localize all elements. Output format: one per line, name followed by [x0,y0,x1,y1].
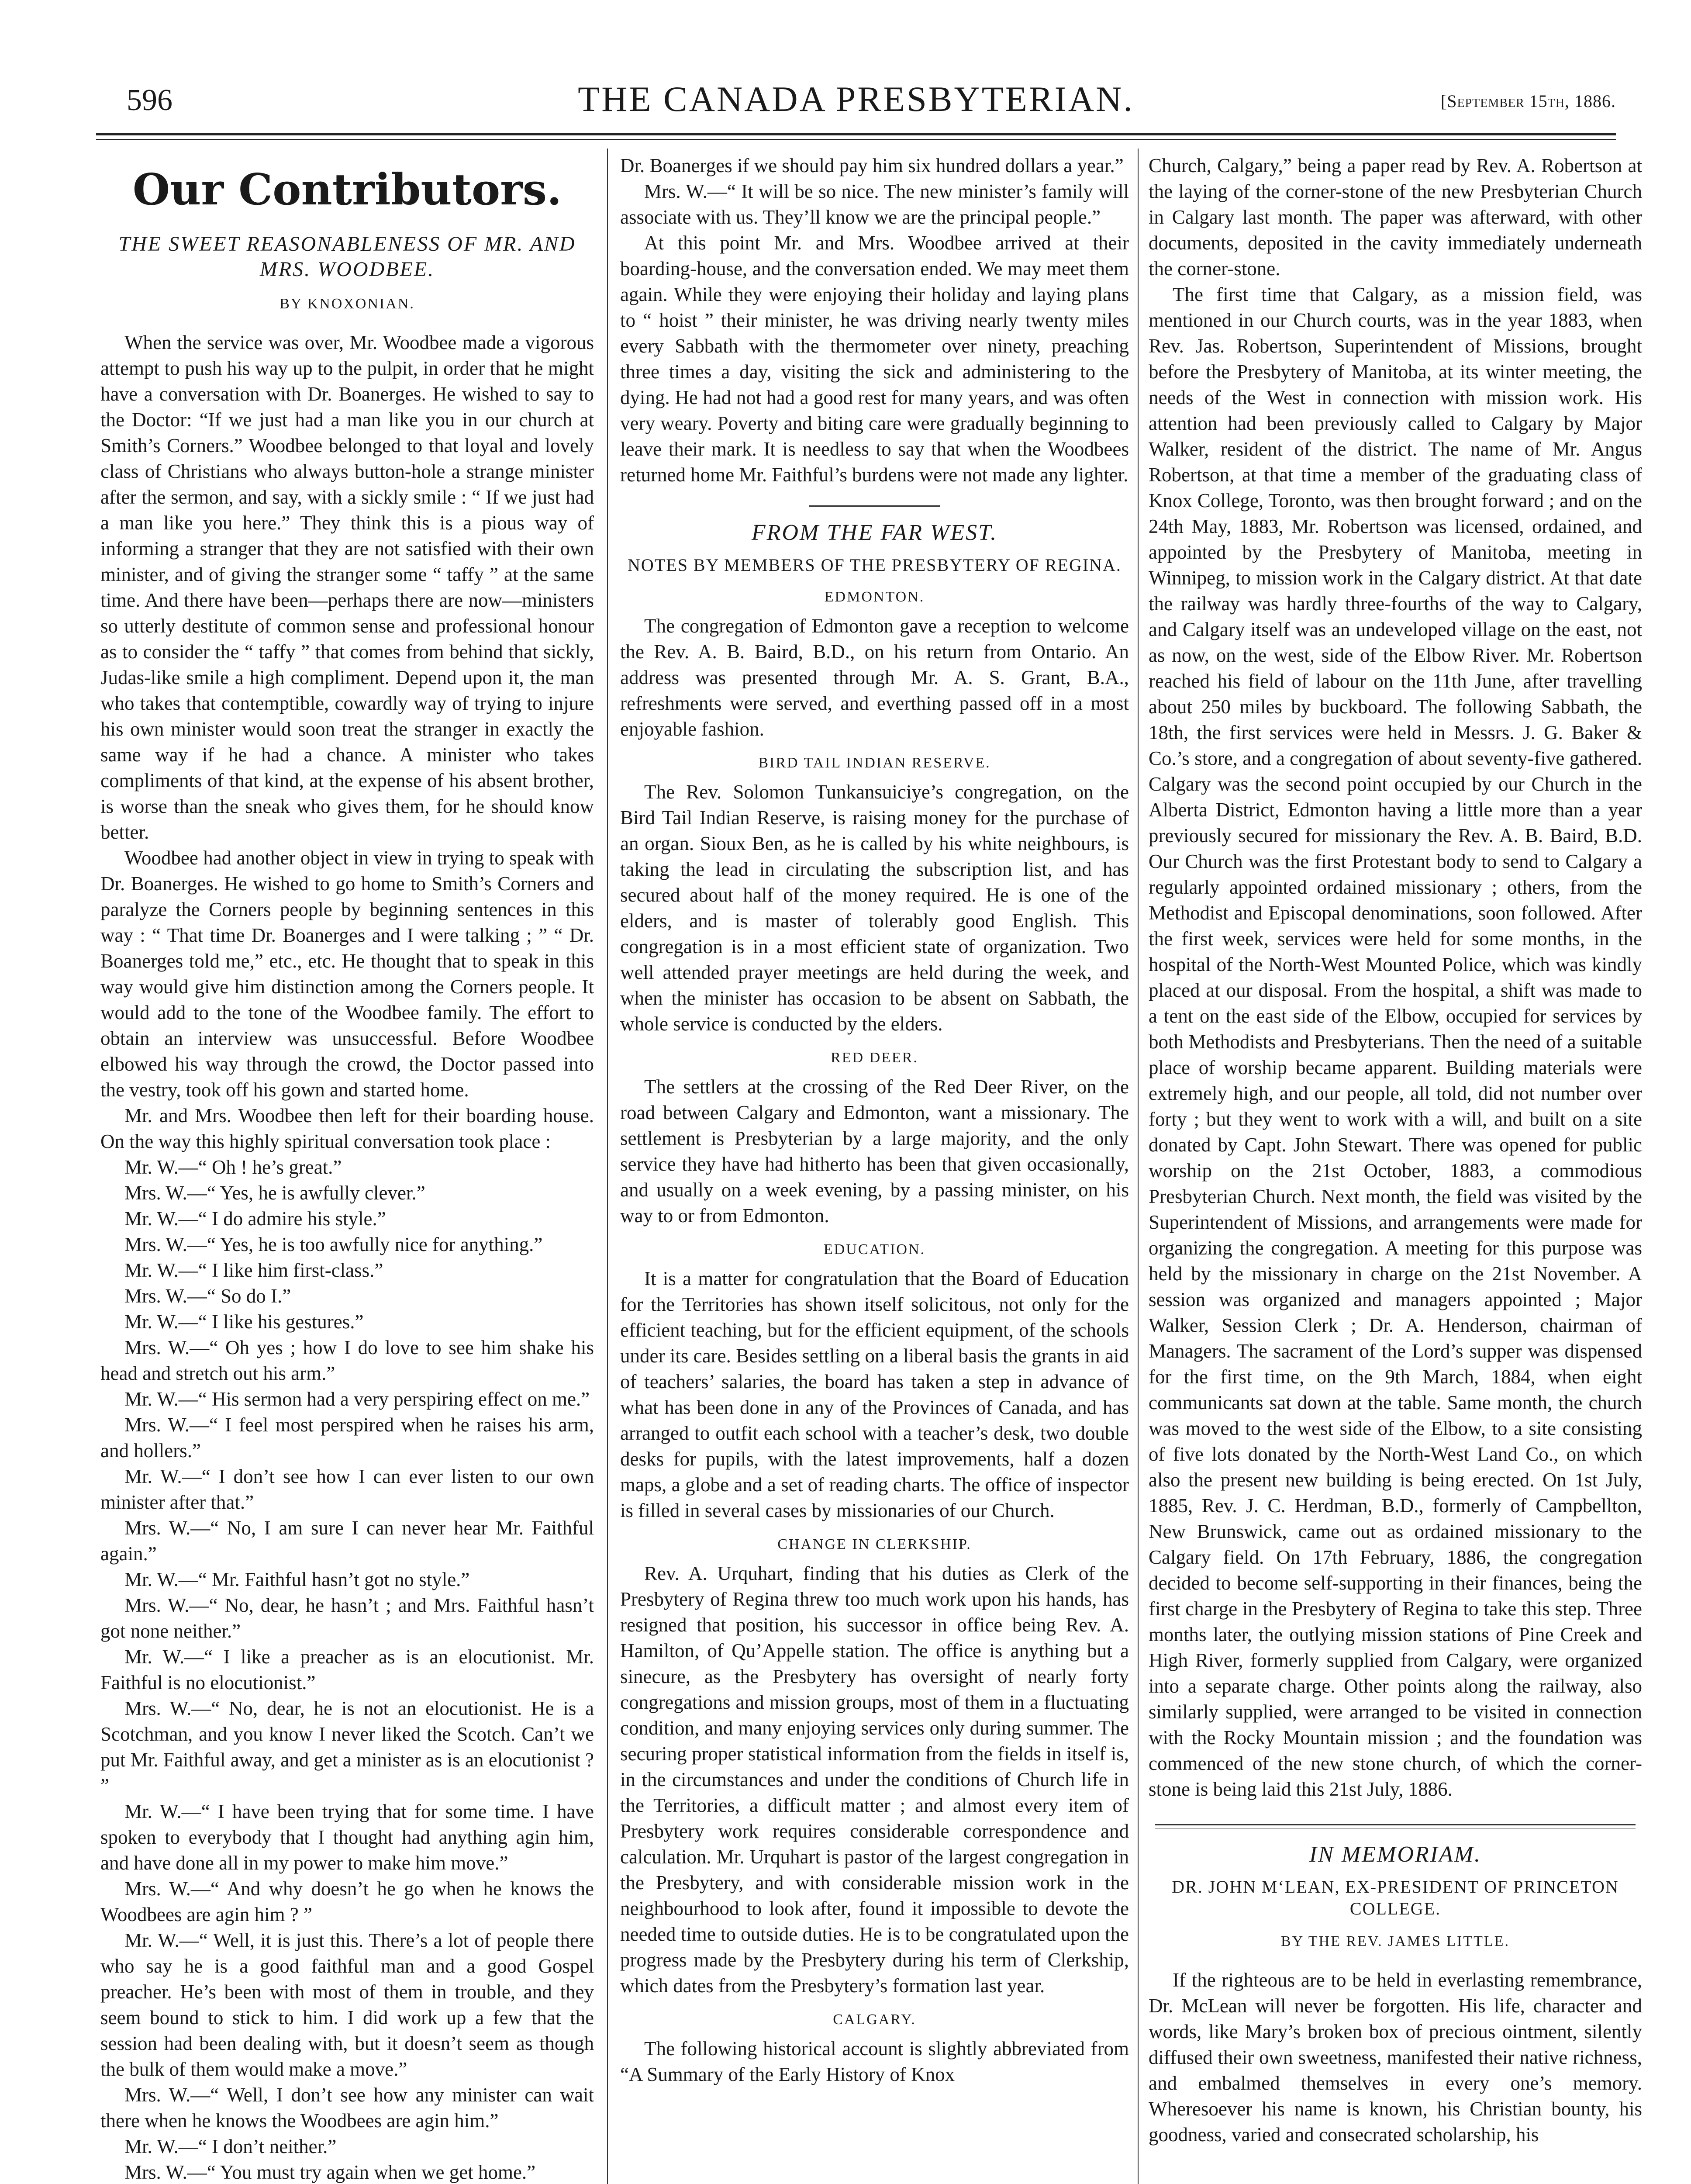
paragraph: Church, Calgary,” being a paper read by Rev. A. Robertson at the laying of the corner-stone of the new Presbyterian Church in Calgary last month. The paper was afterward, with other documents, deposited in the cavity immediately underneath the corner-stone. [1149,155,1642,280]
paragraph: The Rev. Solomon Tunkansuiciye’s congregation, on the Bird Tail Indian Reserve, is raising money for the purchase of an organ. Sioux Ben, as he is called by his white neighbours, is taking the lead in circulating the subscription list, and has secured about half of the money required. He is one of the elders, and is master of tolerably good English. This congregation is in a most efficient state of organization. Two well attended prayer meetings are held during the week, and when the minister has occasion to be absent on Sabbath, the whole service is conducted by the elders. [620,781,1129,1035]
masthead: THE CANADA PRESBYTERIAN. [578,79,1134,119]
article-byline: BY KNOXONIAN. [280,296,415,312]
paragraph: Mr. W.—“ Mr. Faithful hasn’t got no style.” [124,1569,470,1590]
paragraph: Mrs. W.—“ Yes, he is too awfully nice for anything.” [124,1234,543,1255]
paragraph: Woodbee had another object in view in trying to speak with Dr. Boanerges. He wished to go home to Smith’s Corners and paralyze the Corners people by beginning sentences in this way : “ That time Dr. Boanerges and I were talking ; ” “ Dr. Boanerges told me,” etc., etc. He thought that to speak in this way would give him distinction among the Corners people. It would add to the tone of the Woodbee family. The effort to obtain an interview was unsuccessful. Before Woodbee elbowed his way through the crowd, the Doctor passed into the vestry, took off his gown and started home. [100,847,594,1101]
calgary-history [1149,153,1642,1802]
paragraph: It is a matter for congratulation that the Board of Education for the Territories has shown itself solicitous, not only for the efficient teaching, but for the efficient equipment, of the schools under its care. Besides settling on a liberal basis the grants in aid of teachers’ salaries, the board has taken a step in advance of what has been done in any of the Provinces of Canada, and has arranged to outfit each school with a teacher’s desk, two double desks for pupils, with the latest improvements, half a dozen maps, a globe and a set of reading charts. The office of inspector is filled in several cases by missionaries of our Church. [620,1268,1129,1521]
paragraph: Mr. W.—“ I like his gestures.” [124,1311,364,1333]
paragraph: Mrs. W.—“ No, dear, he is not an elocutionist. He is a Scotchman, and you know I never liked the Scotch. Can’t we put Mr. Faithful away, and get a minister as is an elocutionist ? ” [100,1697,594,1797]
subhead-calgary: CALGARY. [833,2011,916,2028]
paragraph: Mr. W.—“ Oh ! he’s great.” [124,1156,342,1178]
article-body [100,330,594,2184]
issue-date: [September 15th, 1886. [1440,91,1616,111]
paragraph: The settlers at the crossing of the Red Deer River, on the road between Calgary and Edmonton, want a missionary. The settlement is Presbyterian by a large majority, and the only service they have had hitherto has been that given occasionally, and usually on a week evening, by a passing minister, on his way to or from Edmonton. [620,1076,1129,1227]
memoriam-byline: BY THE REV. JAMES LITTLE. [1281,1933,1510,1949]
subhead-edmonton: EDMONTON. [824,589,925,605]
section-divider [1155,1824,1636,1828]
section-divider [809,505,940,507]
paragraph: Mrs. W.—“ No, dear, he hasn’t ; and Mrs. Faithful hasn’t got none neither.” [100,1594,594,1642]
paragraph: Mr. W.—“ His sermon had a very perspiring effect on me.” [124,1388,590,1410]
column-divider [1138,149,1139,2184]
section-title: FROM THE FAR WEST. [751,520,998,545]
page-header [96,79,1616,122]
column-divider [607,149,608,2184]
paragraph: Mr. W.—“ Well, it is just this. There’s a lot of people there who say he is a good faithful man and a good Gospel preacher. He’s been with most of them in trouble, and they seem bound to stick to him. I did work up a few that the session had been dealing with, but it doesn’t seem as though the bulk of them would make a move.” [100,1929,594,2080]
paragraph: Mr. W.—“ I like a preacher as is an elocutionist. Mr. Faithful is no elocutionist.” [100,1646,594,1693]
paragraph: The following historical account is slightly abbreviated from “A Summary of the Early History of Knox [620,2038,1129,2085]
article-body-continued [620,153,1129,488]
paragraph: Mrs. W.—“ Yes, he is awfully clever.” [124,1182,425,1204]
paragraph: Mr. W.—“ I don’t see how I can ever listen to our own minister after that.” [100,1465,594,1513]
paragraph: Mrs. W.—“ I feel most perspired when he raises his arm, and hollers.” [100,1414,594,1462]
column-2 [620,153,1129,2184]
paragraph: The first time that Calgary, as a mission field, was mentioned in our Church courts, was in the year 1883, when Rev. Jas. Robertson, Superintendent of Missions, brought before the Presbytery of Manitoba, at its winter meeting, the needs of the West in connection with mission work. His attention had been previously called to Calgary by Major Walker, resident of the district. The name of Mr. Angus Robertson, at that time a member of the graduating class of Knox College, Toronto, was then brought forward ; and on the 24th May, 1883, Mr. Robertson was licensed, ordained, and appointed by the Presbytery of Manitoba, meeting in Winnipeg, to mission work in the Calgary district. At that date the railway was hardly three-fourths of the way to Calgary, and Calgary itself was an undeveloped village on the east, not as now, on the west, side of the Elbow River. Mr. Robertson reached his field of labour on the 11th June, after travelling about 250 miles by buckboard. The following Sabbath, the 18th, the first services were held in Messrs. J. G. Baker & Co.’s store, and a congregation of about seventy-five gathered. Calgary was the second point occupied by our Church in the Alberta District, Edmonton having a little more than a year previously secured for missionary the Rev. A. B. Baird, B.D. Our Church was the first Protestant body to send to Calgary a regularly appointed ordained missionary ; others, from the Methodist and Episcopal denominations, soon followed. After the first week, services were held for some months, in the hospital of the North-West Mounted Police, which was kindly placed at our disposal. From the hospital, a shift was made to a tent on the east side of the Elbow, occupied for services by both Methodists and Presbyterians. Then the need of a suitable place of worship became apparent. Building materials were extremely high, and our people, all told, did not number over forty ; but they went to work with a will, and built on a site donated by Capt. John Stewart. There was opened for public worship on the 21st October, 1883, a commodious Presbyterian Church. Next month, the field was visited by the Superintendent of Missions, and arrangements were made for organizing the congregation. A meeting for this purpose was held by the missionary in charge on the 21st November. A session was organized and managers appointed ; Major Walker, Session Clerk ; Dr. A. Henderson, chairman of Managers. The sacrament of the Lord’s supper was dispensed for the first time, on the 9th March, 1884, when eight communicants sat down at the table. Same month, the church was moved to the west side of the Elbow, to a site consisting of five lots donated by the North-West Land Co., on which also the present new building is being erected. On 1st July, 1885, Rev. J. C. Herdman, B.D., formerly of Campbellton, New Brunswick, came out as ordained missionary to the Calgary field. On 17th February, 1886, the congregation decided to become self-supporting in their finances, being the first charge in the Presbytery of Regina to take this step. Three months later, the outlying mission stations of Pine Creek and High River, formerly supplied from Calgary, were organized into a separate charge. Other points along the railway, also similarly supplied, were arranged to be visited in connection with the Rocky Mountain mission ; and the foundation was commenced of the new stone church, of which the corner-stone is being laid this 21st July, 1886. [1149,283,1642,1800]
paragraph: At this point Mr. and Mrs. Woodbee arrived at their boarding-house, and the conversation ended. We may meet them again. While they were enjoying their holiday and laying plans to “ hoist ” their minister, he was driving nearly twenty miles every Sabbath with the thermometer over ninety, preaching three times a day, visiting the sick and administering to the dying. He had not had a good rest for many years, and was often very weary. Poverty and biting care were gradually beginning to leave their mark. It is needless to say that when the Woodbees returned home Mr. Faithful’s burdens were not made any lighter. [620,232,1129,486]
paragraph: The congregation of Edmonton gave a reception to welcome the Rev. A. B. Baird, B.D., on his return from Ontario. An address was presented through Mr. A. S. Grant, B.A., refreshments were served, and everthing passed off in a most enjoyable fashion. [620,615,1129,740]
paragraph: Dr. Boanerges if we should pay him six hundred dollars a year.” [620,155,1124,176]
paragraph: Mrs. W.—“ No, I am sure I can never hear Mr. Faithful again.” [100,1517,594,1565]
subhead-bird-tail: BIRD TAIL INDIAN RESERVE. [758,755,991,771]
paragraph: Rev. A. Urquhart, finding that his duties as Clerk of the Presbytery of Regina threw too much work upon his hands, has resigned that position, his successor in office being Rev. A. Hamilton, of Qu’Appelle station. The office is anything but a sinecure, as the Presbytery has oversight of nearly forty congregations and mission groups, most of them in a fluctuating condition, and many enjoying services only during summer. The securing proper statistical information from the fields in itself is, in the circumstances and under the conditions of Church life in the Territories, a difficult matter ; and almost every item of Presbytery work requires considerable correspondence and calculation. Mr. Urquhart is pastor of the largest congregation in the Presbytery, and with considerable mission work in the neighbourhood to look after, found it impossible to devote the needed time to outside duties. He is to be congratulated upon the progress made by the Presbytery during his term of Clerkship, which dates from the Presbytery’s formation last year. [620,1562,1129,1997]
subhead-red-deer: RED DEER. [831,1050,918,1066]
paragraph: Mrs. W.—“ So do I.” [124,1285,291,1307]
subhead-clerkship: CHANGE IN CLERKSHIP. [777,1536,972,1552]
memoriam-title: IN MEMORIAM. [1309,1842,1482,1867]
subhead-education: EDUCATION. [823,1241,926,1258]
page-number: 596 [127,83,173,117]
header-rule [96,133,1616,135]
header-rule-thin [96,139,1616,140]
article-title: THE SWEET REASONABLENESS OF MR. AND MRS. WOODBEE. [118,232,576,281]
section-subtitle: NOTES BY MEMBERS OF THE PRESBYTERY OF REGINA. [628,555,1122,575]
paragraph: When the service was over, Mr. Woodbee made a vigorous attempt to push his way up to the pulpit, in order that he might have a conversation with Dr. Boanerges. He wished to say to the Doctor: “If we just had a man like you in our church at Smith’s Corners.” Woodbee belonged to that loyal and lovely class of Christians who always button-hole a strange minister after the sermon, and say, with a sickly smile : “ If we just had a man like you here.” They think this is a pious way of informing a stranger that they are not satisfied with their own minister, and of giving the stranger some “ taffy ” at the same time. And there have been—perhaps there are now—ministers so utterly destitute of common sense and professional honour as to consider the “ taffy ” that comes from behind that sickly, Judas-like smile a high compliment. Depend upon it, the man who takes that contemptible, cowardly way of trying to injure his own minister would soon treat the stranger in exactly the same way if he had a chance. A minister who takes compliments of that kind, at the expense of his absent brother, is worse than the sneak who gives them, for he should know better. [100,332,594,843]
paragraph: Mr. W.—“ I have been trying that for some time. I have spoken to everybody that I thought had anything agin him, and have done all in my power to make him move.” [100,1800,594,1874]
paragraph: Mrs. W.—“ Oh yes ; how I do love to see him shake his head and stretch out his arm.” [100,1337,594,1384]
paragraph: Mrs. W.—“ It will be so nice. The new minister’s family will associate with us. They’ll know we are the principal people.” [620,180,1129,228]
column-1 [100,153,594,2184]
paragraph: Mrs. W.—“ And why doesn’t he go when he knows the Woodbees are agin him ? ” [100,1878,594,1925]
paragraph: Mr. W.—“ I do admire his style.” [124,1208,386,1230]
paragraph: Mrs. W.—“ Well, I don’t see how any minister can wait there when he knows the Woodbees are agin him.” [100,2084,594,2132]
paragraph: Mr. W.—“ I like him first-class.” [124,1259,383,1281]
paragraph: If the righteous are to be held in everlasting remembrance, Dr. McLean will never be forgotten. His life, character and words, like Mary’s broken box of precious ointment, silently diffused their own sweetness, manifested their native richness, and embalmed themselves in every one’s memory. Wheresoever his name is known, his Christian bounty, his goodness, varied and consecrated scholarship, his [1149,1969,1642,2146]
memoriam-subtitle: DR. JOHN M‘LEAN, EX-PRESIDENT OF PRINCETON COLLEGE. [1172,1877,1619,1918]
section-banner: Our Contributors. [132,165,562,215]
paragraph: Mr. and Mrs. Woodbee then left for their boarding house. On the way this highly spiritual conversation took place : [100,1105,594,1152]
column-3 [1149,153,1642,2184]
paragraph: Mr. W.—“ I don’t neither.” [124,2136,337,2157]
paragraph: Mrs. W.—“ You must try again when we get home.” [124,2161,536,2183]
